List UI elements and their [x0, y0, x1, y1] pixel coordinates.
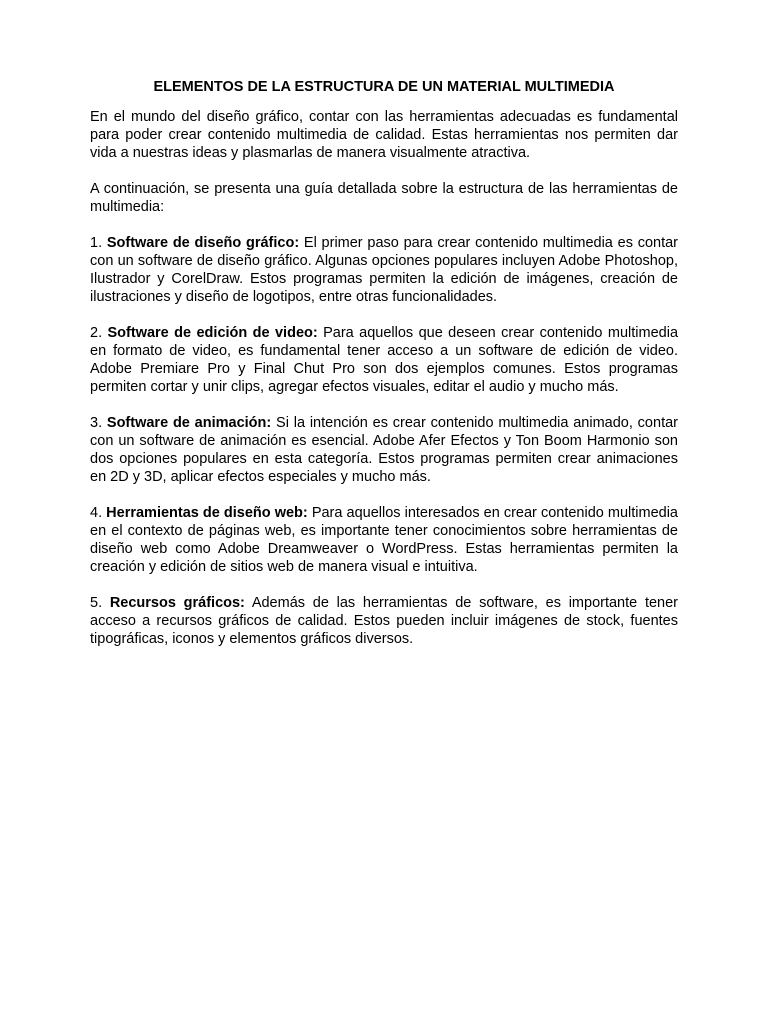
list-item-title: Software de animación: — [106, 415, 272, 431]
list-item-number: 1. — [90, 235, 103, 251]
list-item-text: Para aquellos que deseen crear contenido multimedia en formato de video, es fundamental tener acceso a un software de edición de video. Adobe Premiare Pro y Final Chut Pro son dos ejemplos comunes. Estos programas permiten cortar y unir clips, agregar efectos visuales, editar el audio y mucho más. — [90, 325, 679, 395]
list-item-text: Además de las herramientas de software, es importante tener acceso a recursos gráficos de calidad. Estos pueden incluir imágenes de stock, fuentes tipográficas, iconos y elementos gráficos diversos. — [90, 595, 678, 647]
list-item-2 — [90, 324, 678, 396]
list-item-number: 5. — [90, 595, 103, 611]
list-item-3 — [90, 414, 678, 486]
list-item-title: Software de diseño gráfico: — [106, 235, 300, 251]
list-item-1 — [90, 234, 678, 306]
list-item-title: Recursos gráficos: — [109, 595, 245, 611]
list-item-title: Herramientas de diseño web: — [106, 505, 308, 521]
list-item-text: El primer paso para crear contenido multimedia es contar con un software de diseño gráfico. Algunas opciones populares incluyen Adobe Photoshop, Ilustrador y CorelDraw. Estos programas permiten la edición de imágenes, creación de ilustraciones y diseño de logotipos, entre otras funcionalidades. — [90, 235, 678, 305]
list-item-number: 4. — [90, 505, 103, 521]
document-title: ELEMENTOS DE LA ESTRUCTURA DE UN MATERIAL MULTIMEDIA — [153, 79, 615, 95]
intro-paragraph-2: A continuación, se presenta una guía detallada sobre la estructura de las herramientas de multimedia: — [90, 181, 678, 215]
list-item-5 — [90, 594, 678, 648]
list-item-text: Si la intención es crear contenido multimedia animado, contar con un software de animación es esencial. Adobe Afer Efectos y Ton Boom Harmonio son dos opciones populares en esta categoría. Estos programas permiten crear animaciones en 2D y 3D, aplicar efectos especiales y mucho más. — [90, 415, 678, 485]
list-item-title: Software de edición de video: — [107, 325, 318, 341]
list-item-4 — [90, 504, 678, 576]
list-item-text: Para aquellos interesados en crear contenido multimedia en el contexto de páginas web, es importante tener conocimientos sobre herramientas de diseño web como Adobe Dreamweaver o WordPress. Estas herramientas permiten la creación y edición de sitios web de manera visual e intuitiva. — [90, 505, 679, 575]
list-item-number: 3. — [90, 415, 103, 431]
intro-paragraph-1: En el mundo del diseño gráfico, contar con las herramientas adecuadas es fundamental para poder crear contenido multimedia de calidad. Estas herramientas nos permiten dar vida a nuestras ideas y plasmarlas de manera visualmente atractiva. — [90, 109, 678, 161]
list-item-number: 2. — [90, 325, 103, 341]
